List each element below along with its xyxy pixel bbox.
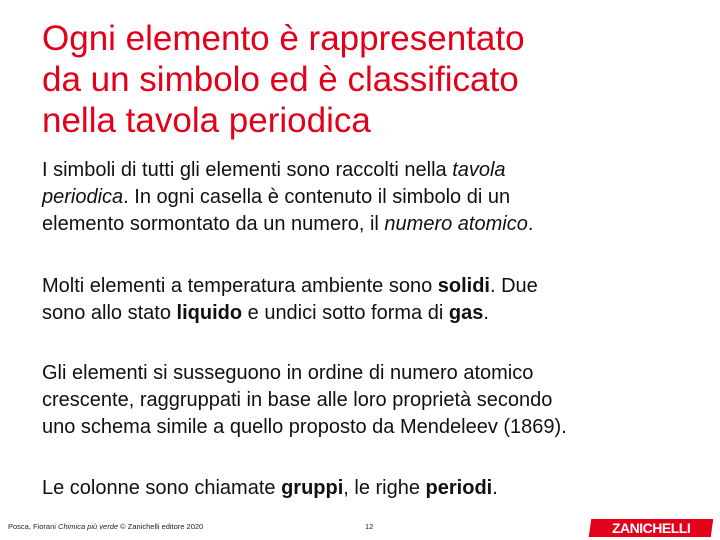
footer-authors: Posca, Fiorani: [8, 522, 59, 531]
paragraph-line: uno schema simile a quello proposto da Mendeleev (1869).: [42, 416, 567, 438]
text-run: elemento sormontato da un numero, il: [42, 213, 385, 235]
text-run: I simboli di tutti gli elementi sono raccolti nella: [42, 159, 453, 181]
footer-credits: [8, 522, 203, 531]
bold-gruppi: gruppi: [281, 477, 344, 499]
text-run: sono allo stato: [42, 302, 177, 324]
paragraph-groups-periods: [42, 475, 702, 502]
paragraph-line: [42, 273, 702, 300]
title-line-1: Ogni elemento è rappresentato: [42, 19, 525, 58]
paragraph-line: [42, 300, 702, 327]
text-run: . In ogni casella è contenuto il simbolo di un: [123, 186, 511, 208]
logo-text: ZANICHELLI: [611, 520, 691, 536]
paragraph-line: Gli elementi si susseguono in ordine di numero atomico: [42, 362, 534, 384]
bold-gas: gas: [448, 302, 484, 324]
footer-book-title: Chimica più verde: [58, 522, 119, 531]
page-number: 12: [365, 522, 374, 531]
bold-solidi: solidi: [437, 275, 490, 297]
text-run: .: [483, 302, 489, 324]
paragraph-line: crescente, raggruppati in base alle loro proprietà secondo: [42, 389, 553, 411]
footer-publisher: © Zanichelli editore 2020: [118, 522, 204, 531]
paragraph-states: [42, 273, 702, 327]
title-line-3: nella tavola periodica: [42, 101, 371, 140]
text-run: . Due: [490, 275, 538, 297]
paragraph-line: [42, 475, 702, 502]
text-run: , le righe: [343, 477, 426, 499]
bold-periodi: periodi: [425, 477, 493, 499]
paragraph-line: [42, 157, 702, 184]
text-run: e undici sotto forma di: [242, 302, 449, 324]
bold-liquido: liquido: [176, 302, 243, 324]
text-run: Le colonne sono chiamate: [42, 477, 282, 499]
slide-title: [42, 18, 702, 141]
paragraph-periodic-table: [42, 157, 702, 238]
title-line-2: da un simbolo ed è classificato: [42, 60, 519, 99]
text-run: Molti elementi a temperatura ambiente sono: [42, 275, 438, 297]
paragraph-order: [42, 360, 702, 441]
emphasis-tavola: tavola: [452, 159, 506, 181]
paragraph-line: [42, 184, 702, 211]
emphasis-numero-atomico: numero atomico: [384, 213, 528, 235]
text-run: .: [492, 477, 498, 499]
emphasis-periodica: periodica: [42, 186, 124, 208]
text-run: .: [527, 213, 534, 235]
zanichelli-logo: [589, 519, 714, 537]
paragraph-line: [42, 211, 702, 238]
